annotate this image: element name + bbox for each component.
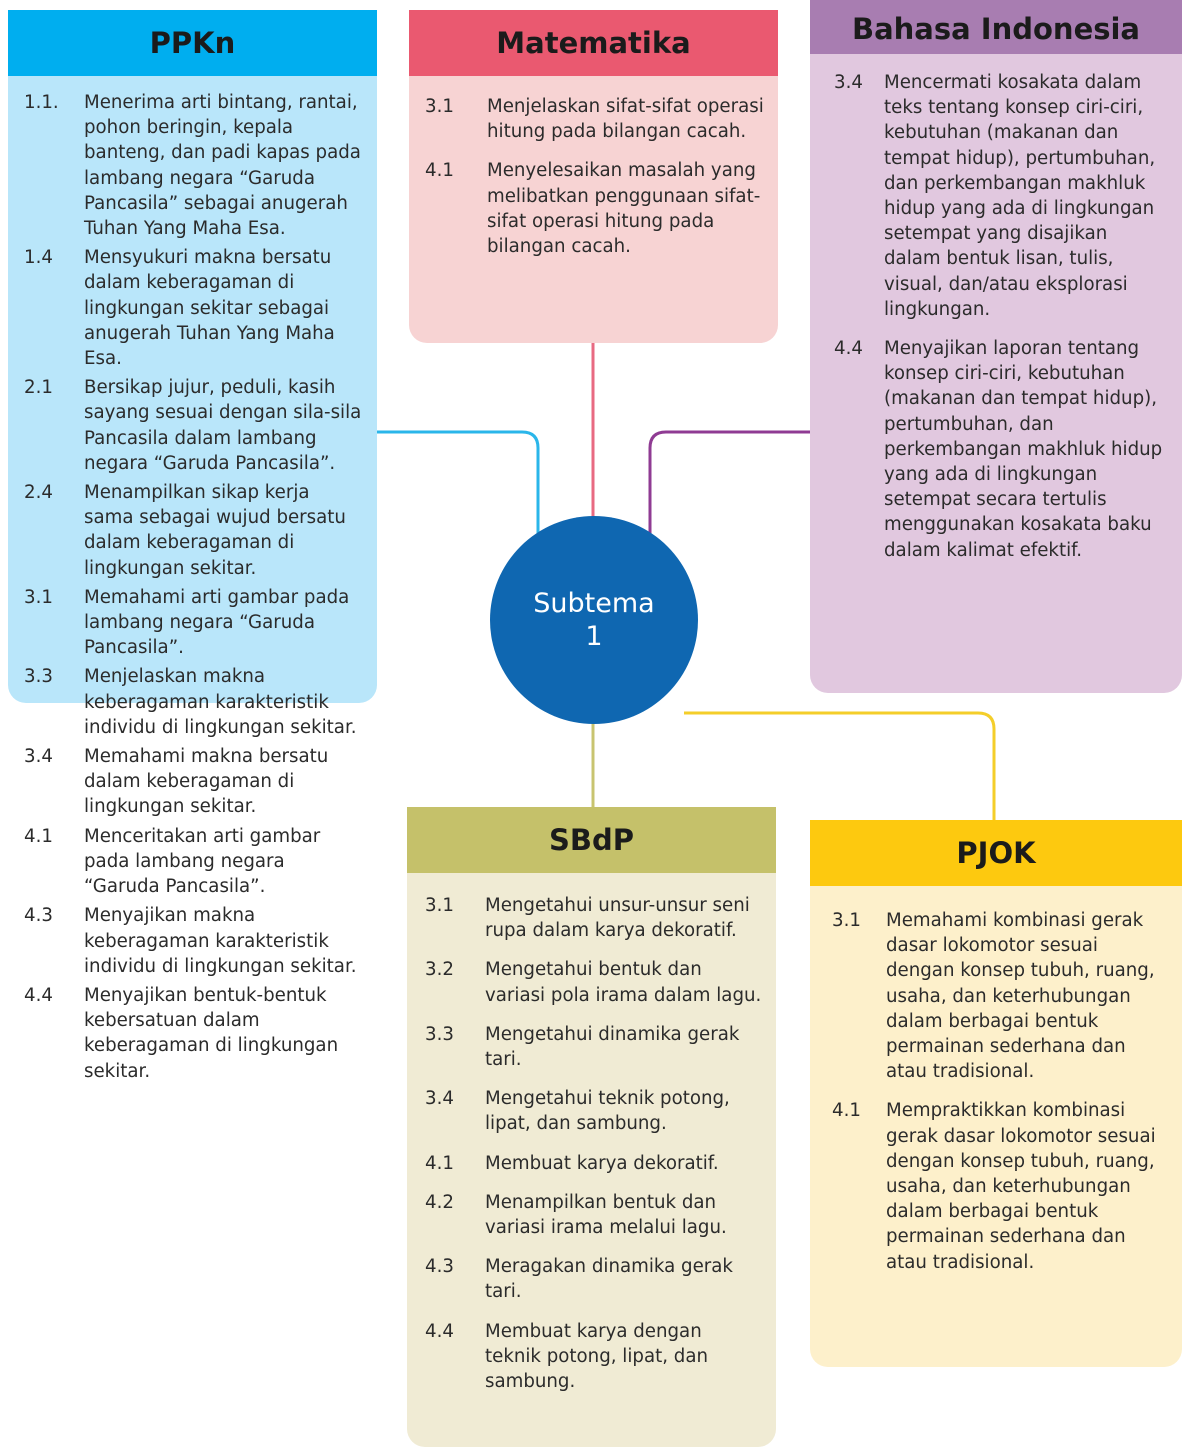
competency-item [24, 245, 363, 371]
competency-code: 3.1 [425, 895, 454, 916]
competency-item [834, 336, 1168, 563]
competency-item [24, 375, 363, 476]
competency-code: 4.4 [425, 1320, 454, 1342]
competency-code: 4.4 [24, 984, 53, 1006]
competency-item [425, 1022, 762, 1072]
competency-item [832, 908, 1168, 1084]
competency-item [24, 824, 363, 900]
bahasa-indonesia-title: Bahasa Indonesia [810, 0, 1182, 54]
competency-code: 4.1 [24, 825, 53, 847]
competency-text: Membuat karya dekoratif. [485, 1152, 719, 1174]
competency-code: 2.1 [24, 377, 53, 399]
competency-text: Menceritakan arti gambar pada lambang negara “Garuda Pancasila”. [84, 825, 321, 898]
sbdp-title: SBdP [407, 807, 776, 873]
competency-item [832, 1098, 1168, 1274]
competency-code: 4.2 [425, 1191, 454, 1213]
competency-code: 3.1 [24, 586, 53, 608]
competency-text: Menyelesaikan masalah yang melibatkan penggunaan sifat-sifat operasi hitung pada bilangan cacah. [487, 160, 761, 258]
sbdp-list [407, 873, 776, 1418]
competency-item [425, 94, 764, 144]
competency-text: Mengetahui teknik potong, lipat, dan sambung. [485, 1088, 730, 1135]
competency-code: 4.3 [24, 905, 53, 927]
matematika-title: Matematika [409, 10, 778, 76]
competency-text: Meragakan dinamika gerak tari. [485, 1256, 733, 1303]
competency-code: 2.4 [24, 482, 53, 504]
competency-text: Menyajikan laporan tentang konsep ciri-ciri, kebutuhan (makanan dan tempat hidup), pertumbuhan, dan perkembangan makhluk hidup yang ada di lingkungan setempat secara tertulis menggunakan kosakata baku dalam kalimat efektif. [884, 338, 1163, 561]
competency-item [425, 1151, 762, 1176]
competency-text: Bersikap jujur, peduli, kasih sayang sesuai dengan sila-sila Pancasila dalam lambang negara “Garuda Pancasila”. [84, 377, 362, 474]
connector-ppkn [377, 432, 538, 560]
bahasa-indonesia-list [810, 54, 1182, 587]
competency-text: Mengetahui unsur-unsur seni rupa dalam karya dekoratif. [485, 895, 750, 942]
competency-text: Memahami kombinasi gerak dasar lokomotor sesuai dengan konsep tubuh, ruang, usaha, dan keterhubungan dalam berbagai bentuk permainan sederhana dan atau tradisional. [886, 910, 1155, 1083]
competency-item [24, 903, 363, 979]
competency-item [425, 1190, 762, 1240]
competency-text: Mengetahui dinamika gerak tari. [485, 1023, 740, 1071]
ppkn-box [8, 10, 377, 1082]
competency-text: Mensyukuri makna bersatu dalam keberagaman di lingkungan sekitar sebagai anugerah Tuhan Yang Maha Esa. [84, 247, 335, 370]
competency-item [24, 585, 363, 661]
subtema-number: 1 [585, 621, 603, 652]
bahasa-indonesia-box [810, 0, 1182, 693]
competency-item [425, 158, 764, 259]
competency-code: 3.3 [425, 1023, 454, 1045]
competency-item [425, 1319, 762, 1395]
subtema-center-node [490, 516, 698, 724]
competency-text: Menyajikan makna keberagaman karakteristik individu di lingkungan sekitar. [84, 905, 357, 977]
connector-pjok [684, 713, 994, 820]
competency-text: Mengetahui bentuk dan variasi pola irama dalam lagu. [485, 959, 762, 1006]
competency-text: Menampilkan sikap kerja sama sebagai wujud bersatu dalam keberagaman di lingkungan sekitar. [84, 482, 346, 579]
competency-item [24, 983, 363, 1084]
competency-code: 1.4 [24, 247, 53, 269]
competency-item [425, 957, 762, 1007]
competency-text: Mempraktikkan kombinasi gerak dasar lokomotor sesuai dengan konsep tubuh, ruang, usaha, dan keterhubungan dalam berbagai bentuk permainan sederhana dan atau tradisional. [886, 1100, 1156, 1273]
competency-item [24, 90, 363, 241]
competency-code: 4.1 [832, 1100, 861, 1122]
pjok-box [810, 820, 1182, 1367]
competency-code: 4.1 [425, 160, 454, 182]
competency-code: 3.4 [24, 746, 53, 768]
competency-text: Mencermati kosakata dalam teks tentang konsep ciri-ciri, kebutuhan (makanan dan tempat hidup), pertumbuhan, dan perkembangan makhluk hidup yang ada di lingkungan setempat yang disajikan dalam bentuk lisan, tulis, visual, dan/atau eksplorasi lingkungan. [884, 72, 1156, 320]
competency-item [24, 480, 363, 581]
subtema-label: Subtema [533, 588, 655, 619]
competency-item [425, 1254, 762, 1304]
competency-text: Menampilkan bentuk dan variasi irama melalui lagu. [485, 1191, 727, 1239]
ppkn-list [8, 76, 377, 1098]
competency-code: 4.4 [834, 338, 863, 360]
competency-item [834, 70, 1168, 322]
matematika-list [409, 76, 778, 283]
sbdp-box [407, 807, 776, 1447]
competency-text: Membuat karya dengan teknik potong, lipat, dan sambung. [485, 1320, 709, 1393]
competency-item [24, 744, 363, 820]
pjok-list [810, 886, 1182, 1299]
competency-code: 3.1 [425, 96, 454, 117]
competency-text: Menjelaskan makna keberagaman karakteristik individu di lingkungan sekitar. [84, 666, 357, 738]
competency-code: 3.4 [425, 1088, 454, 1110]
competency-text: Menyajikan bentuk-bentuk kebersatuan dalam keberagaman di lingkungan sekitar. [84, 984, 339, 1082]
competency-code: 3.2 [425, 959, 454, 981]
competency-item [425, 893, 762, 943]
competency-text: Menerima arti bintang, rantai, pohon beringin, kepala banteng, dan padi kapas pada lambang negara “Garuda Pancasila” sebagai anugerah Tuhan Yang Maha Esa. [84, 92, 361, 240]
competency-code: 3.4 [834, 72, 863, 93]
competency-code: 1.1. [24, 92, 59, 113]
ppkn-title: PPKn [8, 10, 377, 76]
competency-text: Menjelaskan sifat-sifat operasi hitung pada bilangan cacah. [487, 96, 764, 143]
competency-code: 4.1 [425, 1152, 454, 1174]
competency-text: Memahami makna bersatu dalam keberagaman di lingkungan sekitar. [84, 746, 329, 818]
connector-bahasa-indonesia [650, 432, 810, 566]
competency-item [425, 1086, 762, 1136]
pjok-title: PJOK [810, 820, 1182, 886]
competency-code: 3.3 [24, 666, 53, 688]
competency-text: Memahami arti gambar pada lambang negara “Garuda Pancasila”. [84, 586, 350, 659]
competency-code: 4.3 [425, 1256, 454, 1278]
competency-code: 3.1 [832, 910, 861, 931]
competency-item [24, 664, 363, 740]
matematika-box [409, 10, 778, 343]
